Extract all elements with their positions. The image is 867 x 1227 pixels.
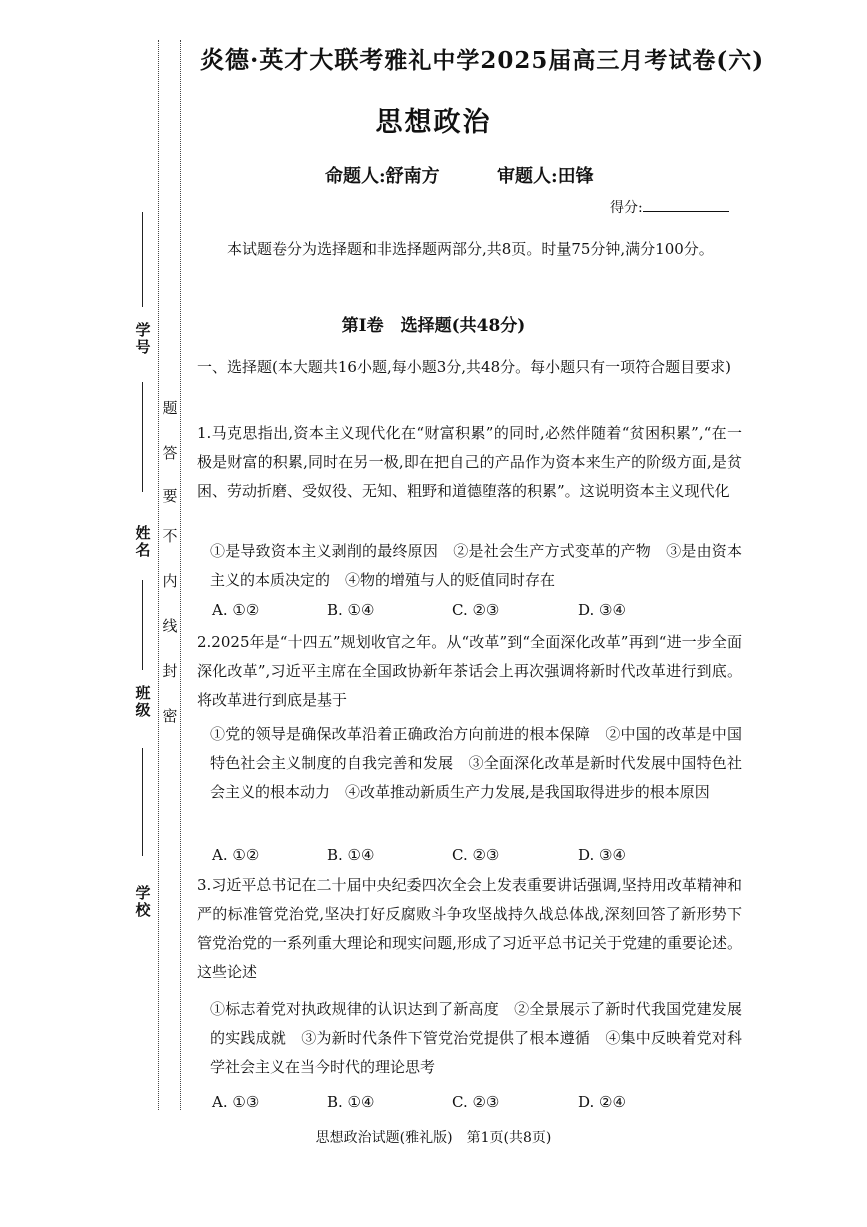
option-b[interactable]: B. ①④: [327, 846, 375, 864]
page-footer: 思想政治试题(雅礼版) 第1页(共8页): [315, 1130, 552, 1146]
option-a[interactable]: A. ①②: [212, 601, 260, 619]
setter: 命题人:舒南方: [325, 166, 440, 187]
option-c[interactable]: C. ②③: [452, 846, 500, 864]
question-statements: ①党的领导是确保改革沿着正确政治方向前进的根本保障 ②中国的改革是中国特色社会主义制度的自我完善和发展 ③全面深化改革是新时代发展中国特色社会主义的根本动力 ④改革推动新质生产力发展,是我国取得进步的根本原因: [210, 725, 742, 801]
question-statements: ①是导致资本主义剥削的最终原因 ②是社会生产方式变革的产物 ③是由资本主义的本质决定的 ④物的增殖与人的贬值同时存在: [210, 542, 742, 589]
option-c[interactable]: C. ②③: [452, 1093, 500, 1111]
instructions: 一、选择题(本大题共16小题,每小题3分,共48分。每小题只有一项符合题目要求): [197, 358, 731, 376]
seal-char: 密: [162, 707, 178, 725]
seal-char: 封: [162, 662, 178, 680]
subject-title: 思想政治: [375, 107, 492, 138]
class-line[interactable]: [142, 580, 143, 670]
option-c[interactable]: C. ②③: [452, 601, 500, 619]
class-label: 班级: [135, 684, 151, 719]
seal-char: 线: [162, 617, 178, 635]
exam-title: [200, 40, 800, 75]
student-id-line[interactable]: [142, 212, 143, 307]
binding-dotted-line-inner: [180, 40, 181, 1110]
option-d[interactable]: D. ②④: [578, 1093, 626, 1111]
name-line[interactable]: [142, 382, 143, 492]
school-line[interactable]: [142, 748, 143, 856]
option-d[interactable]: D. ③④: [578, 846, 626, 864]
score-blank[interactable]: [643, 199, 729, 212]
option-b[interactable]: B. ①④: [327, 1093, 375, 1111]
student-id-label: 学号: [135, 321, 151, 356]
score-label: 得分:: [610, 200, 643, 216]
binding-dotted-line: [158, 40, 159, 1110]
school-label: 学校: [135, 884, 151, 919]
section-title: 第Ⅰ卷 选择题(共48分): [341, 316, 526, 336]
option-d[interactable]: D. ③④: [578, 601, 626, 619]
option-b[interactable]: B. ①④: [327, 601, 375, 619]
seal-char: 要: [162, 487, 178, 505]
question-statements: ①标志着党对执政规律的认识达到了新高度 ②全景展示了新时代我国党建发展的实践成就 ③为新时代条件下管党治党提供了根本遵循 ④集中反映着党对科学社会主义在当今时代的理论思考: [210, 1000, 742, 1076]
seal-char: 不: [162, 527, 178, 545]
question-stem: 1.马克思指出,资本主义现代化在“财富积累”的同时,必然伴随着“贫困积累”,“在一极是财富的积累,同时在另一极,即在把自己的产品作为资本来生产的阶级方面,是贫困、劳动折磨、受奴役、无知、粗野和道德堕落的积累”。这说明资本主义现代化: [197, 424, 742, 500]
reviewer: 审题人:田锋: [497, 166, 594, 187]
brand-name: 炎德·英才大联考: [200, 45, 385, 74]
score-field: [610, 197, 729, 217]
option-a[interactable]: A. ①③: [212, 1093, 260, 1111]
seal-char: 题: [162, 399, 178, 417]
seal-char: 答: [162, 444, 178, 462]
intro-text: 本试题卷分为选择题和非选择题两部分,共8页。时量75分钟,满分100分。: [227, 240, 714, 258]
name-label: 姓名: [135, 524, 151, 559]
seal-char: 内: [162, 572, 178, 590]
exam-name: 雅礼中学2025届高三月考试卷(六): [384, 47, 765, 74]
question-stem: 2.2025年是“十四五”规划收官之年。从“改革”到“全面深化改革”再到“进一步全面深化改革”,习近平主席在全国政协新年茶话会上再次强调将新时代改革进行到底。将改革进行到底是基于: [197, 633, 742, 709]
question-stem: 3.习近平总书记在二十届中央纪委四次全会上发表重要讲话强调,坚持用改革精神和严的标准管党治党,坚决打好反腐败斗争攻坚战持久战总体战,深刻回答了新形势下管党治党的一系列重大理论和现实问题,形成了习近平总书记关于党建的重要论述。这些论述: [197, 876, 742, 981]
option-a[interactable]: A. ①②: [212, 846, 260, 864]
